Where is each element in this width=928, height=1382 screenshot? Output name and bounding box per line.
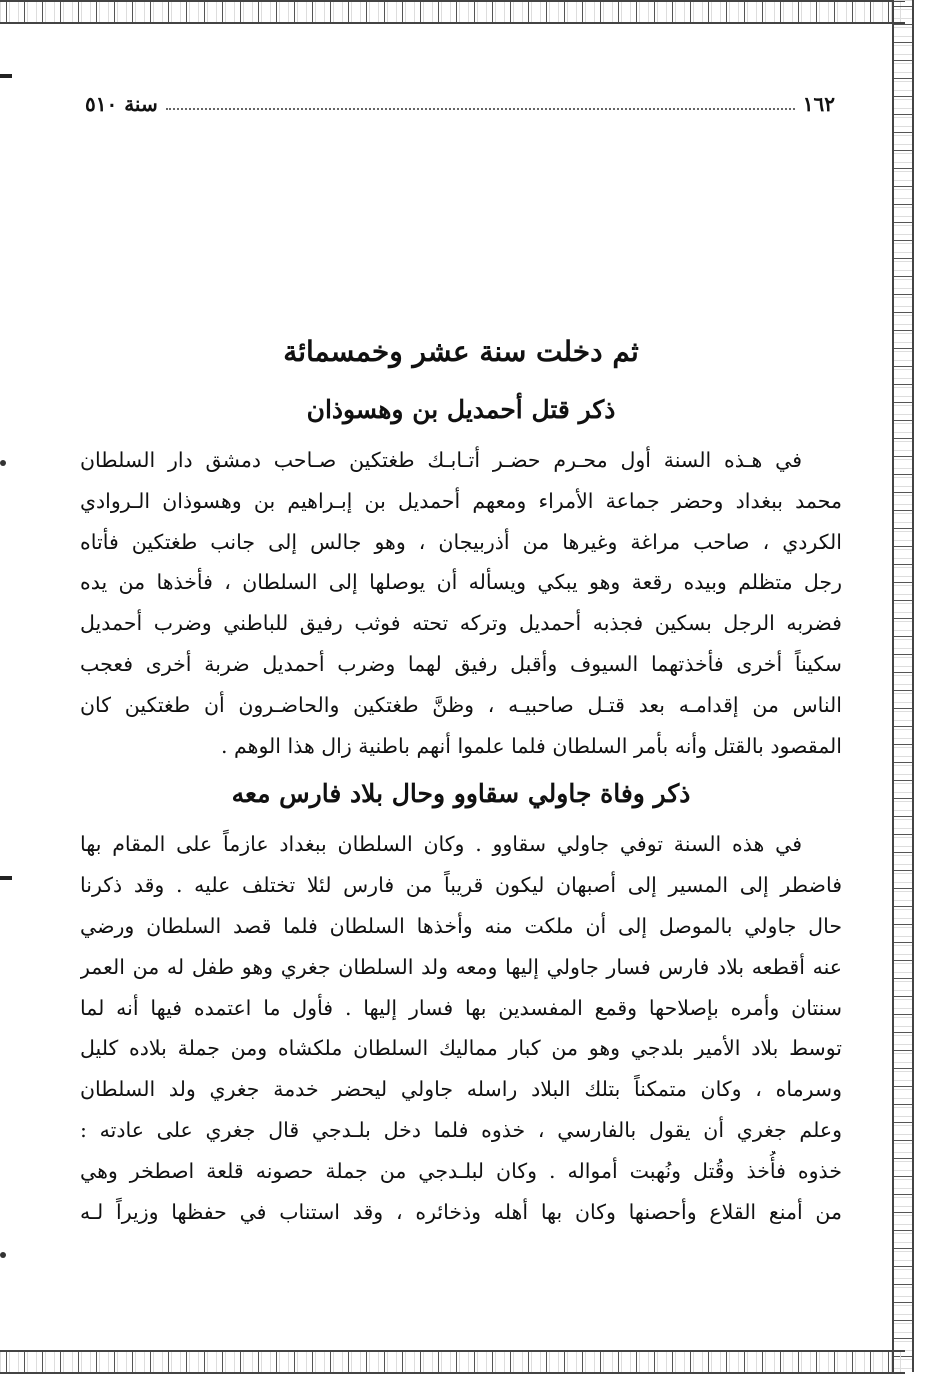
page-content [80, 330, 842, 1238]
text-line: توسط بلاد الأمير بلدجي وهو من كبار مماليك السلطان ملكشاه ومن جملة بلاده كليل [80, 1036, 842, 1061]
year-label: سنة ٥١٠ [85, 92, 158, 116]
margin-dot [0, 1252, 6, 1258]
margin-dot [0, 460, 6, 466]
text-line: سنتان وأمره بإصلاحها وقمع المفسدين بها فسار إليها . فأول ما اعتمده فيها أنه لما [80, 995, 842, 1020]
page-border-bottom [0, 1350, 905, 1374]
text-line: فاضطر إلى المسير إلى أصبهان ليكون قريباً من فارس لئلا تختلف عليه . وقد ذكرنا [80, 873, 842, 898]
margin-mark [0, 876, 12, 880]
text-line: الكردي ، صاحب مراغة وغيرها من أذربيجان ، وهو جالس إلى جانب طغتكين فأتاه [80, 529, 842, 554]
header-dotted-rule [166, 108, 795, 110]
text-line: في هذه السنة توفي جاولي سقاوو . وكان السلطان ببغداد عازماً على المقام بها [80, 832, 802, 857]
text-line: وسرماه ، وكان متمكناً بتلك البلاد راسله جاولي ليحضر خدمة جغري ولد السلطان [80, 1077, 842, 1102]
page-border-right [892, 0, 914, 1372]
text-line: المقصود بالقتل وأنه بأمر السلطان فلما علموا أنهم باطنية زال هذا الوهم . [220, 733, 842, 758]
text-line: من أمنع القلاع وأحصنها وكان بها أهله وذخائره ، وقد استناب في حفظها وزيراً لـه [80, 1199, 842, 1224]
section-jawali [80, 772, 842, 1232]
section-title: ذكر وفاة جاولي سقاوو وحال بلاد فارس معه [231, 779, 691, 809]
text-line: وعلم جغري أن يقول بالفارسي ، خذوه فلما دخل بلـدجي قال جغري على عادته : [80, 1117, 842, 1142]
paragraph [80, 824, 842, 1232]
text-line: الناس من إقدامـه بعد قتـل صاحبيـه ، وظنَّ طغتكين والحاضـرون أن طغتكين كان [80, 692, 842, 717]
text-line: سكيناً أخرى فأخذتهما السيوف وأقبل رفيق لهما وضرب أحمديل ضربة أخرى فعجب [80, 651, 842, 676]
text-line: حال جاولي بالموصل إلى أن ملكت منه وأخذها السلطان فلما قصد السلطان ورضي [80, 913, 842, 938]
text-line: محمد ببغداد وحضر جماعة الأمراء ومعهم أحمديل بن إبـراهيم بن وهسوذان الـروادي [80, 488, 842, 513]
text-line: عنه أقطعه بلاد فارس فسار جاولي إليها ومعه ولد السلطان جغري وهو طفل له من العمر [80, 954, 842, 979]
running-header [85, 86, 835, 116]
margin-mark [0, 74, 12, 78]
text-line: رجل متظلم وبيده رقعة وهو يبكي ويسأله أن يوصلها إلى السلطان ، فأخذها من يده [80, 570, 842, 595]
text-line: خذوه فأُخذ وقُتل ونُهبت أمواله . وكان لبلـدجي من جملة حصونه قلعة اصطخر وهي [80, 1158, 842, 1183]
paragraph [80, 440, 842, 766]
text-line: في هـذه السنة أول محـرم حضـر أتـابـك طغتكين صـاحب دمشق دار السلطان [80, 448, 802, 472]
section-ahmadil [80, 388, 842, 766]
main-title: ثم دخلت سنة عشر وخمسمائة [283, 335, 639, 368]
page-border-top [0, 0, 905, 24]
text-line: فضربه الرجل بسكين فجذبه أحمديل وتركه تحته فوثب رفيق للباطني وضرب أحمديل [80, 611, 842, 636]
page-number: ١٦٢ [802, 92, 835, 116]
section-title: ذكر قتل أحمديل بن وهسوذان [306, 395, 616, 424]
